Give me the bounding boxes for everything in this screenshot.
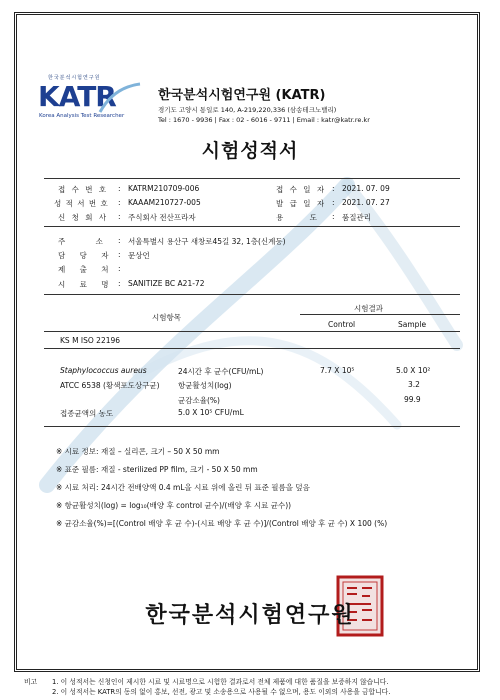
control-value: 7.7 X 10⁵ — [320, 366, 355, 375]
address-colon: : — [118, 236, 121, 245]
receipt-date-colon: : — [332, 184, 335, 193]
footer-remarks — [24, 676, 391, 696]
purpose-value: 품질관리 — [342, 213, 371, 222]
institute-contact: Tel : 1670 - 9936 | Fax : 02 - 6016 - 9711 | Email : katr@katr.re.kr — [158, 116, 370, 124]
client-label: 신 청 회 사 — [58, 213, 109, 222]
sample-value: SANITIZE BC A21-72 — [128, 279, 205, 288]
maker-colon: : — [118, 264, 121, 273]
result-row-label: 24시간 후 균수(CFU/mL) — [178, 367, 264, 376]
inoculum-value: 5.0 X 10⁵ CFU/mL — [178, 408, 244, 417]
sample-label: 시 료 명 — [58, 280, 115, 289]
divider — [44, 348, 460, 349]
report-no-label: 성 적 서 번 호 — [54, 199, 109, 208]
note-line: ※ 시료 처리: 24시간 전배양액 0.4 mL을 시료 위에 올린 뒤 표준 필름을 덮음 — [56, 483, 310, 492]
institute-header — [158, 84, 370, 124]
receipt-no-colon: : — [118, 184, 121, 193]
logo-subtext: Korea Analysis Test Researcher — [39, 113, 125, 119]
client-colon: : — [118, 212, 121, 221]
address-value: 서울특별시 용산구 새창로45길 32, 1층(신계동) — [128, 237, 286, 246]
logo-letters: KATR — [38, 80, 116, 113]
organism-strain: ATCC 6538 (황색포도상구균) — [60, 381, 160, 390]
katr-logo — [38, 74, 150, 124]
receipt-no-value: KATRM210709-006 — [128, 184, 200, 193]
footer-line: 1. 이 성적서는 신청인이 제시한 시료 및 시료명으로 시험한 결과로서 전체 제품에 대한 품질을 보증하지 않습니다. — [52, 678, 389, 686]
divider — [44, 226, 460, 227]
sample-colon: : — [118, 279, 121, 288]
column-sample: Sample — [398, 320, 427, 329]
footer-label: 비고 — [24, 678, 38, 686]
column-control: Control — [328, 320, 356, 329]
divider — [44, 331, 460, 332]
organism-name: Staphylococcus aureus — [60, 366, 147, 375]
logo-swoosh-icon — [96, 82, 144, 116]
note-line: ※ 균감소율(%)=[(Control 배양 후 균 수)-(시료 배양 후 균 수)]/(Control 배양 후 균 수) X 100 (%) — [56, 519, 388, 528]
receipt-date-label: 접 수 일 자 — [276, 185, 327, 194]
institute-address: 경기도 고양시 통일로 140, A-219,220,336 (삼송테크노밸리) — [158, 106, 337, 114]
result-row-label: 균감소율(%) — [178, 396, 220, 405]
manager-colon: : — [118, 250, 121, 259]
note-line: ※ 시료 정보: 재질 – 실리콘, 크기 – 50 X 50 mm — [56, 447, 220, 456]
client-value: 주식회사 전산프라자 — [128, 213, 196, 222]
manager-value: 문상언 — [128, 251, 150, 260]
issue-date-value: 2021. 07. 27 — [342, 198, 390, 207]
inoculum-label: 접종균액의 농도 — [60, 409, 114, 418]
divider — [44, 294, 460, 295]
institute-seal-name: 한국분석시험연구원 — [145, 603, 355, 628]
report-no-value: KAAAM210727-005 — [128, 198, 201, 207]
note-line: ※ 표준 필름: 재질 - sterilized PP film, 크기 - 50 X 50 mm — [56, 465, 258, 474]
divider — [44, 426, 460, 427]
institute-name: 한국분석시험연구원 (KATR) — [158, 88, 326, 103]
issue-date-colon: : — [332, 198, 335, 207]
sample-value: 99.9 — [404, 395, 421, 404]
sample-value: 5.0 X 10² — [396, 366, 431, 375]
address-label: 주 소 — [58, 237, 117, 246]
sample-value: 3.2 — [408, 380, 420, 389]
test-method: KS M ISO 22196 — [60, 336, 121, 345]
receipt-date-value: 2021. 07. 09 — [342, 184, 390, 193]
manager-label: 담 당 자 — [58, 251, 115, 260]
document-title: 시험성적서 — [201, 140, 299, 162]
maker-label: 제 출 처 — [58, 265, 115, 274]
divider — [44, 178, 460, 179]
purpose-label: 용 도 — [276, 213, 329, 222]
footer-line: 2. 이 성적서는 KATR의 동의 없이 홍보, 선전, 광고 및 소송용으로 사용될 수 없으며, 용도 이외의 사용을 금합니다. — [52, 688, 391, 696]
report-no-colon: : — [118, 198, 121, 207]
header-test-item: 시험항목 — [152, 313, 181, 322]
header-test-result: 시험결과 — [354, 304, 383, 313]
logo-tiny-text: 한국분석시험연구원 — [48, 75, 101, 81]
note-line: ※ 항균활성치(log) = log₁₀(배양 후 control 균수)/(배양 후 시료 균수)) — [56, 501, 292, 510]
result-row-label: 항균활성치(log) — [178, 381, 232, 390]
issue-date-label: 발 급 일 자 — [276, 199, 327, 208]
receipt-no-label: 접 수 번 호 — [58, 185, 109, 194]
divider — [300, 314, 460, 315]
purpose-colon: : — [332, 212, 335, 221]
